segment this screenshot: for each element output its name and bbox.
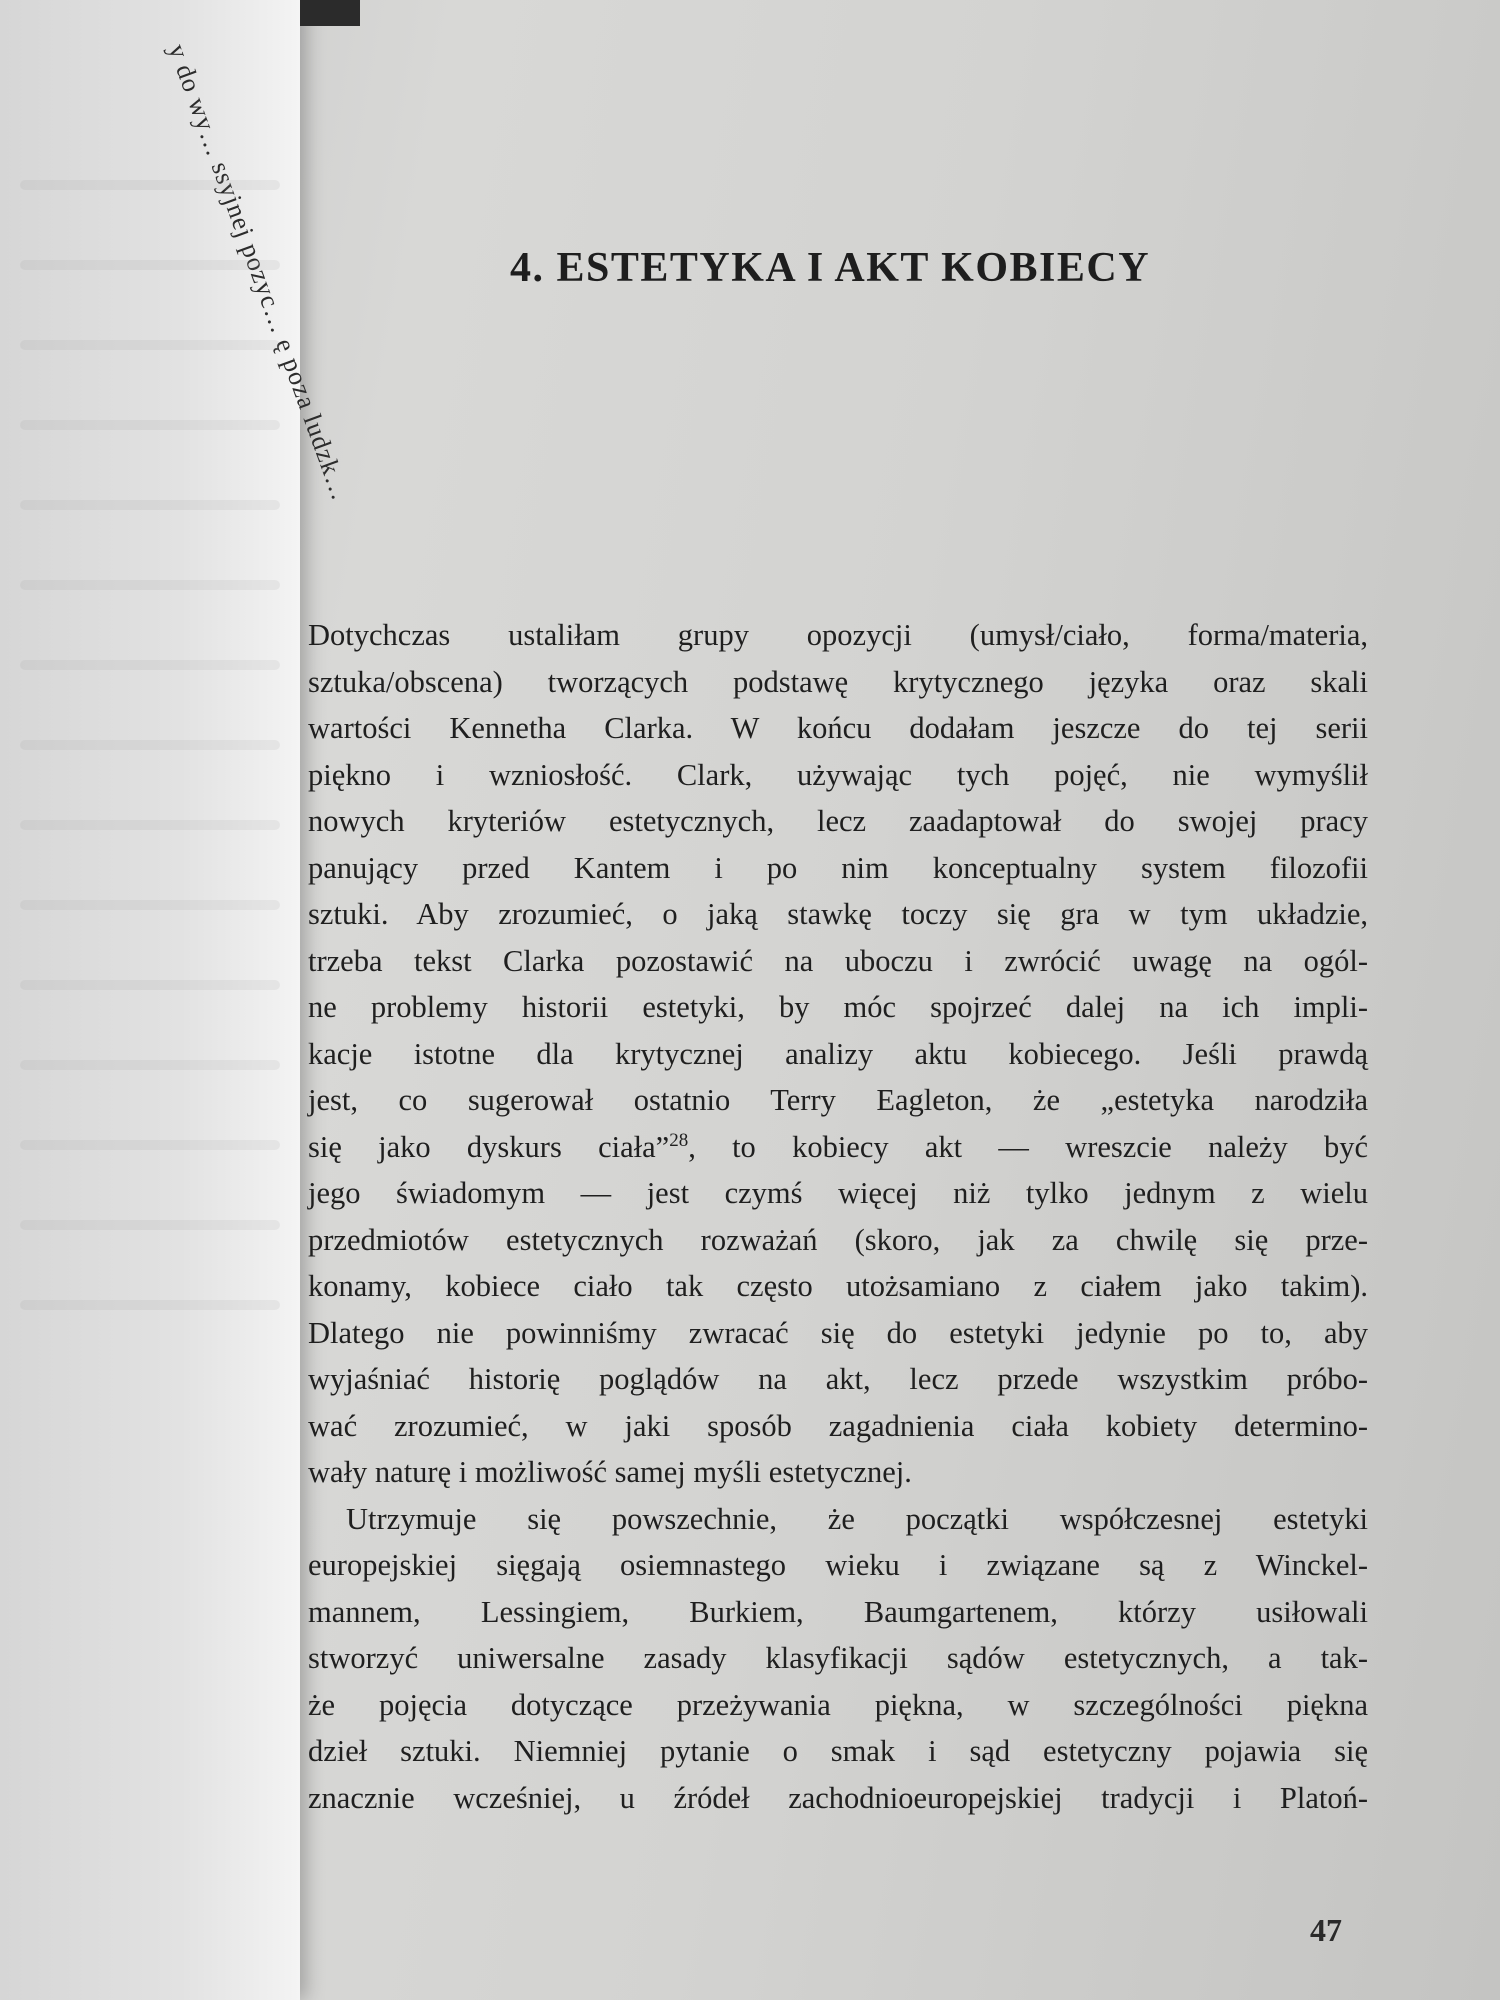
ghost-text-line [20,660,280,670]
text-line-with-footnote [308,1124,1368,1171]
ghost-text-line [20,180,280,190]
text-line-tail: , to kobiecy akt — wreszcie należy być [688,1129,1368,1164]
left-page-edge-text: y do wy… ssyjnej pozyc… ę poza ludzk… [162,40,356,505]
ghost-text-line [20,580,280,590]
ghost-text-line [20,980,280,990]
ghost-text-line [20,1060,280,1070]
ghost-text-line [20,1220,280,1230]
ghost-text-line [20,260,280,270]
chapter-title: 4. ESTETYKA I AKT KOBIECY [509,245,1151,291]
left-page [0,0,356,2000]
text-line: że pojęcia dotyczące przeżywania piękna, w szczególności piękna [308,1687,1368,1722]
ghost-text-line [20,1140,280,1150]
background-edge [300,0,360,26]
text-line: piękno i wzniosłość. Clark, używając tych pojęć, nie wymyślił [308,757,1368,792]
text-line: panujący przed Kantem i po nim konceptualny system filozofii [308,850,1368,885]
ghost-text-line [20,500,280,510]
ghost-text-line [20,820,280,830]
text-line: wać zrozumieć, w jaki sposób zagadnienia ciała kobiety determino- [308,1408,1368,1443]
text-line: europejskiej sięgają osiemnastego wieku i związane są z Winckel- [308,1548,1368,1582]
text-line: wały naturę i możliwość samej myśli estetycznej. [308,1455,912,1489]
paragraph-2 [308,1496,1368,1822]
footnote-reference: 28 [669,1129,689,1151]
text-line: Dotychczas ustaliłam grupy opozycji (umysł/ciało, forma/materia, [308,618,1368,652]
text-line: wyjaśniać historię poglądów na akt, lecz przede wszystkim próbo- [308,1362,1368,1396]
text-line: jest, co sugerował ostatnio Terry Eagleton, że „estetyka narodziła [308,1083,1368,1117]
text-line: Dlatego nie powinniśmy zwracać się do estetyki jedynie po to, aby [308,1315,1368,1350]
ghost-text-line [20,740,280,750]
text-line: wartości Kennetha Clarka. W końcu dodałam jeszcze do tej serii [308,711,1368,745]
text-line: ne problemy historii estetyki, by móc spojrzeć dalej na ich impli- [308,990,1368,1024]
text-line: sztuki. Aby zrozumieć, o jaką stawkę toczy się gra w tym układzie, [308,897,1368,931]
page-number: 47 [1310,1912,1342,1948]
text-line: mannem, Lessingiem, Burkiem, Baumgartenem, którzy usiłowali [308,1594,1368,1629]
text-line-head: się jako dyskurs ciała” [308,1129,670,1164]
text-line: przedmiotów estetycznych rozważań (skoro, jak za chwilę się prze- [308,1222,1368,1257]
ghost-text-line [20,420,280,430]
text-line: znacznie wcześniej, u źródeł zachodnioeuropejskiej tradycji i Platoń- [308,1780,1368,1815]
ghost-text-line [20,1300,280,1310]
text-line: jego świadomym — jest czymś więcej niż tylko jednym z wielu [308,1176,1368,1210]
ghost-text-line [20,340,280,350]
text-line: nowych kryteriów estetycznych, lecz zaadaptował do swojej pracy [308,804,1368,838]
text-line: sztuka/obscena) tworzących podstawę krytycznego języka oraz skali [308,664,1368,699]
text-line: Utrzymuje się powszechnie, że początki współczesnej estetyki [346,1501,1368,1536]
text-line: konamy, kobiece ciało tak często utożsamiano z ciałem jako takim). [308,1269,1368,1303]
text-line: kacje istotne dla krytycznej analizy aktu kobiecego. Jeśli prawdą [308,1036,1368,1071]
text-line: trzeba tekst Clarka pozostawić na uboczu i zwrócić uwagę na ogól- [308,943,1368,978]
paragraph-1 [308,612,1368,1496]
ghost-text-line [20,900,280,910]
body-text [308,612,1368,1821]
text-line: dzieł sztuki. Niemniej pytanie o smak i sąd estetyczny pojawia się [308,1734,1368,1768]
text-line: stworzyć uniwersalne zasady klasyfikacji sądów estetycznych, a tak- [308,1641,1368,1675]
